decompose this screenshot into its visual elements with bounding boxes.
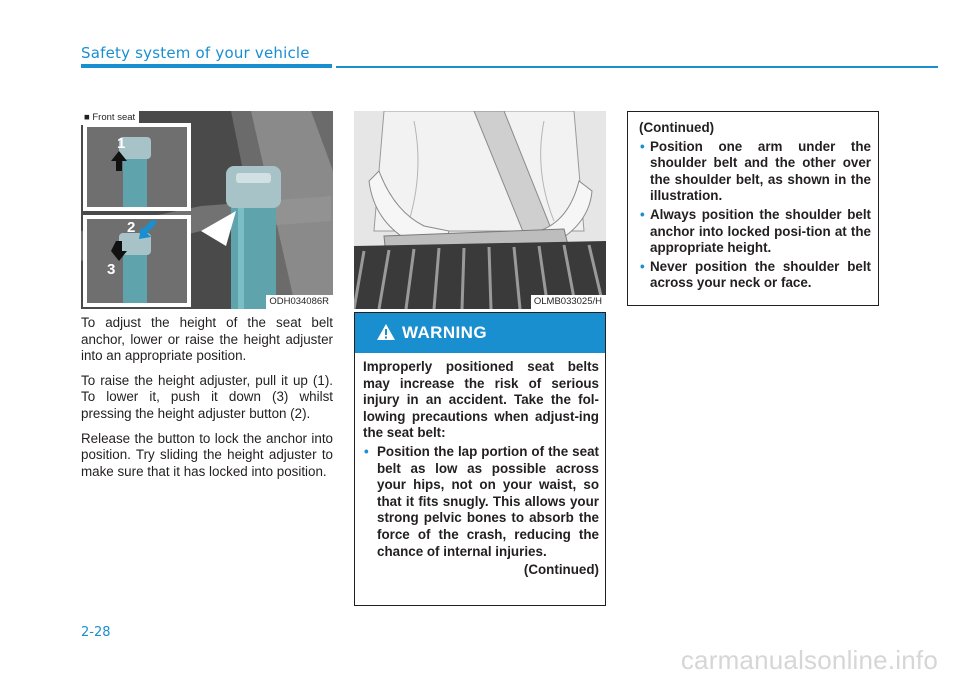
warning-intro: Improperly positioned seat belts may increase the risk of serious injury in an accident. Take the fol-lowing precautions when adjust-ing the seat belt: bbox=[363, 359, 599, 441]
continued-body bbox=[639, 120, 871, 292]
bullet-dot-icon: • bbox=[640, 138, 645, 154]
bullet-dot-icon: • bbox=[364, 443, 369, 459]
warning-body bbox=[363, 359, 599, 579]
paragraph: To adjust the height of the seat belt anchor, lower or raise the height adjuster into an appropriate position. bbox=[81, 315, 333, 364]
figure-height-adjuster bbox=[81, 111, 333, 309]
continued-bullet bbox=[639, 139, 871, 205]
continued-bullet-text: Always position the shoulder belt anchor into locked posi-tion at the appropriate height. bbox=[650, 206, 871, 256]
body-text bbox=[81, 315, 333, 488]
callout-3: 3 bbox=[107, 261, 116, 278]
header-rule-thick bbox=[81, 64, 332, 68]
warning-box bbox=[354, 312, 606, 606]
page-number: 2-28 bbox=[81, 625, 111, 640]
header-rule-thin bbox=[336, 66, 938, 68]
figure-code: OLMB033025/H bbox=[531, 295, 606, 309]
warning-bullet bbox=[363, 444, 599, 560]
figure-code: ODH034086R bbox=[266, 295, 333, 309]
callout-2: 2 bbox=[127, 219, 136, 236]
continued-box bbox=[627, 111, 879, 306]
bullet-dot-icon: • bbox=[640, 206, 645, 222]
section-title: Safety system of your vehicle bbox=[81, 44, 310, 62]
continued-bullet-text: Never position the shoulder belt across your neck or face. bbox=[650, 258, 871, 291]
figure-lap-belt bbox=[354, 111, 606, 309]
paragraph: To raise the height adjuster, pull it up (1). To lower it, push it down (3) whilst pressing the height adjuster button (2). bbox=[81, 372, 333, 421]
lap-belt-illustration bbox=[354, 111, 606, 309]
continued-bullet-text: Position one arm under the shoulder belt and the other over the shoulder belt, as shown in the illustration. bbox=[650, 138, 871, 204]
continued-heading: (Continued) bbox=[639, 120, 715, 135]
callout-1: 1 bbox=[117, 135, 126, 152]
warning-bullet-text: Position the lap portion of the seat belt as low as possible across your hips, not on your waist, so that it fits snugly. This allows your strong pelvic bones to absorb the force of the crash, reducing the chance of internal injuries. bbox=[377, 443, 599, 559]
warning-continued: (Continued) bbox=[523, 562, 599, 578]
watermark: carmanualsonline.info bbox=[680, 645, 938, 675]
warning-triangle-icon bbox=[377, 324, 395, 340]
continued-bullet bbox=[639, 259, 871, 292]
figure-caption: ■ Front seat bbox=[81, 111, 139, 125]
section-header bbox=[81, 44, 310, 63]
warning-title: WARNING bbox=[402, 323, 487, 342]
warning-header bbox=[355, 313, 605, 353]
bullet-dot-icon: • bbox=[640, 258, 645, 274]
paragraph: Release the button to lock the anchor into position. Try sliding the height adjuster to make sure that it has locked into position. bbox=[81, 430, 333, 479]
continued-bullet bbox=[639, 207, 871, 257]
